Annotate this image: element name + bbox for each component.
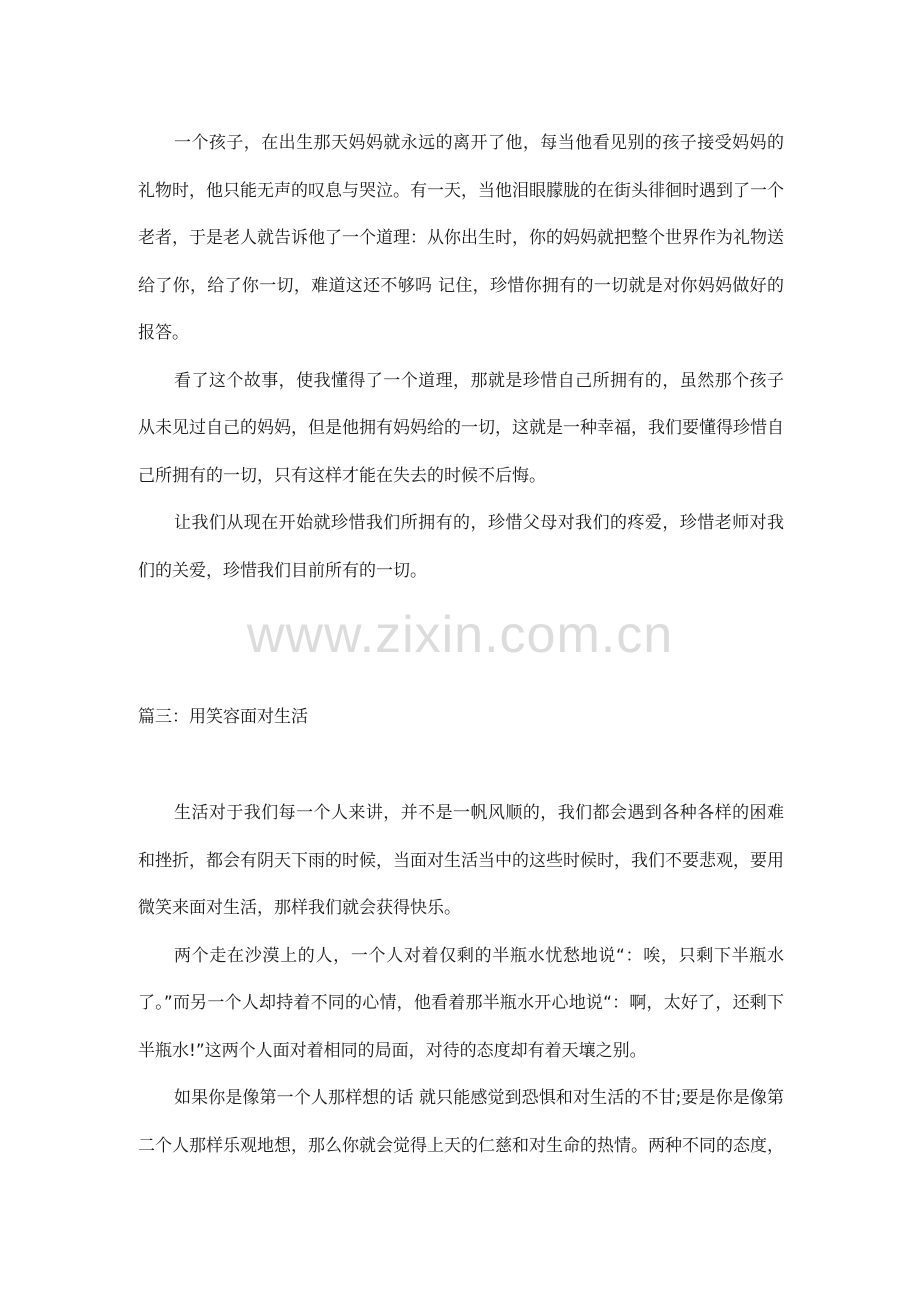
paragraph: 两个走在沙漠上的人，一个人对着仅剩的半瓶水忧愁地说“：唉，只剩下半瓶水了。”而另一个人却持着不同的心情，他看着那半瓶水开心地说“：啊，太好了，还剩下半瓶水!”这两个人面对着相同的局面，对待的态度却有着天壤之别。 bbox=[138, 945, 784, 1061]
watermark: www.zixin.com.cn bbox=[246, 606, 674, 664]
paragraph: 一个孩子，在出生那天妈妈就永远的离开了他，每当他看见别的孩子接受妈妈的礼物时，他只能无声的叹息与哭泣。有一天，当他泪眼朦胧的在街头徘徊时遇到了一个老者，于是老人就告诉他了一个道理：从你出生时，你的妈妈就把整个世界作为礼物送给了你，给了你一切，难道这还不够吗 记住，珍惜你拥有的一切就是对你妈妈做好的报答。 bbox=[138, 133, 784, 343]
section-one-body bbox=[138, 120, 784, 595]
paragraph: 让我们从现在开始就珍惜我们所拥有的，珍惜父母对我们的疼爱，珍惜老师对我们的关爱，珍惜我们目前所有的一切。 bbox=[138, 513, 784, 581]
paragraph: 生活对于我们每一个人来讲，并不是一帆风顺的，我们都会遇到各种各样的困难和挫折，都会有阴天下雨的时候，当面对生活当中的这些时候时，我们不要悲观，要用微笑来面对生活，那样我们就会获得快乐。 bbox=[138, 803, 784, 918]
paragraph: 看了这个故事，使我懂得了一个道理，那就是珍惜自己所拥有的，虽然那个孩子从未见过自己的妈妈，但是他拥有妈妈给的一切，这就是一种幸福，我们要懂得珍惜自己所拥有的一切，只有这样才能在失去的时候不后悔。 bbox=[138, 370, 784, 486]
section-title: 篇三：用笑容面对生活 bbox=[138, 707, 308, 727]
paragraph: 如果你是像第一个人那样想的话 就只能感觉到恐惧和对生活的不甘;要是你是像第二个人那样乐观地想，那么你就会觉得上天的仁慈和对生命的热情。两种不同的态度， bbox=[138, 1088, 784, 1156]
section-two-body bbox=[138, 790, 784, 1170]
